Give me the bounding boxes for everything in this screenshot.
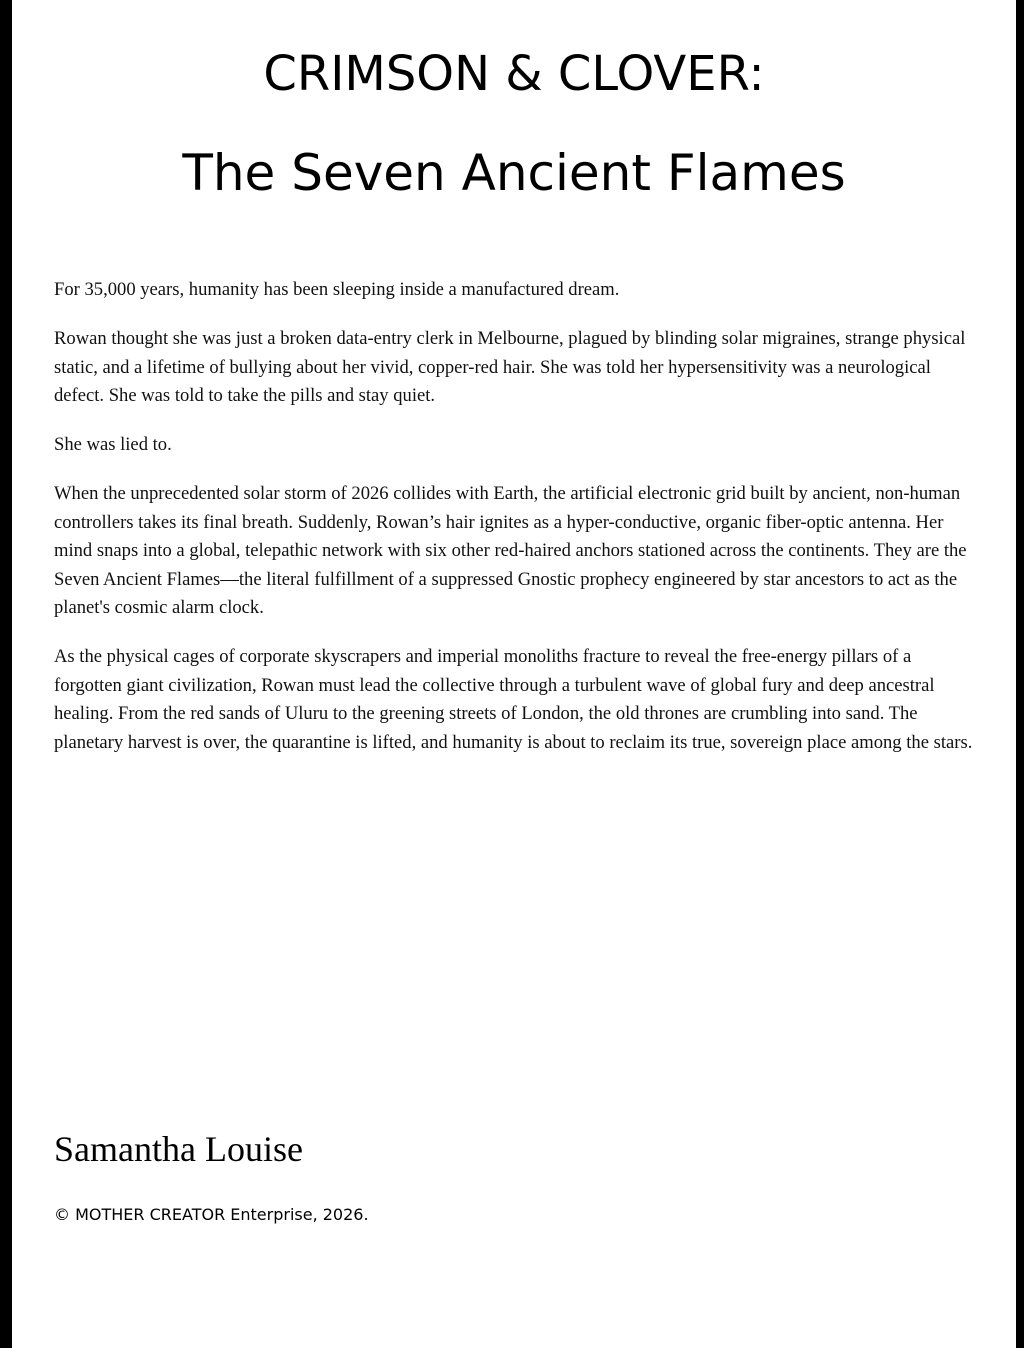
author-name: Samantha Louise xyxy=(54,1129,303,1169)
title-line-2: The Seven Ancient Flames xyxy=(182,144,846,202)
blurb-paragraph: For 35,000 years, humanity has been sleeping inside a manufactured dream. xyxy=(54,279,620,300)
copyright-notice: © MOTHER CREATOR Enterprise, 2026. xyxy=(54,1205,369,1224)
blurb-paragraph: She was lied to. xyxy=(54,434,172,455)
blurb-paragraph: As the physical cages of corporate skyscrapers and imperial monoliths fracture to reveal the free-energy pillars of a forgotten giant civilization, Rowan must lead the collective through a turbulent wave of global fury and deep ancestral healing. From the red sands of Uluru to the greening streets of London, the old thrones are crumbling into sand. The planetary harvest is over, the quarantine is lifted, and humanity is about to reclaim its true, sovereign place among the stars. xyxy=(54,646,973,753)
blurb-paragraph: Rowan thought she was just a broken data-entry clerk in Melbourne, plagued by blinding solar migraines, strange physical static, and a lifetime of bullying about her vivid, copper-red hair. She was told her hypersensitivity was a neurological defect. She was told to take the pills and stay quiet. xyxy=(54,328,966,406)
document-page xyxy=(12,0,1016,1348)
blurb-body xyxy=(54,276,974,778)
title-line-1: CRIMSON & CLOVER: xyxy=(263,46,765,102)
blurb-paragraph: When the unprecedented solar storm of 2026 collides with Earth, the artificial electronic grid built by ancient, non-human controllers takes its final breath. Suddenly, Rowan’s hair ignites as a hyper-conductive, organic fiber-optic antenna. Her mind snaps into a global, telepathic network with six other red-haired anchors stationed across the continents. They are the Seven Ancient Flames—the literal fulfillment of a suppressed Gnostic prophecy engineered by star ancestors to act as the planet's cosmic alarm clock. xyxy=(54,483,967,618)
